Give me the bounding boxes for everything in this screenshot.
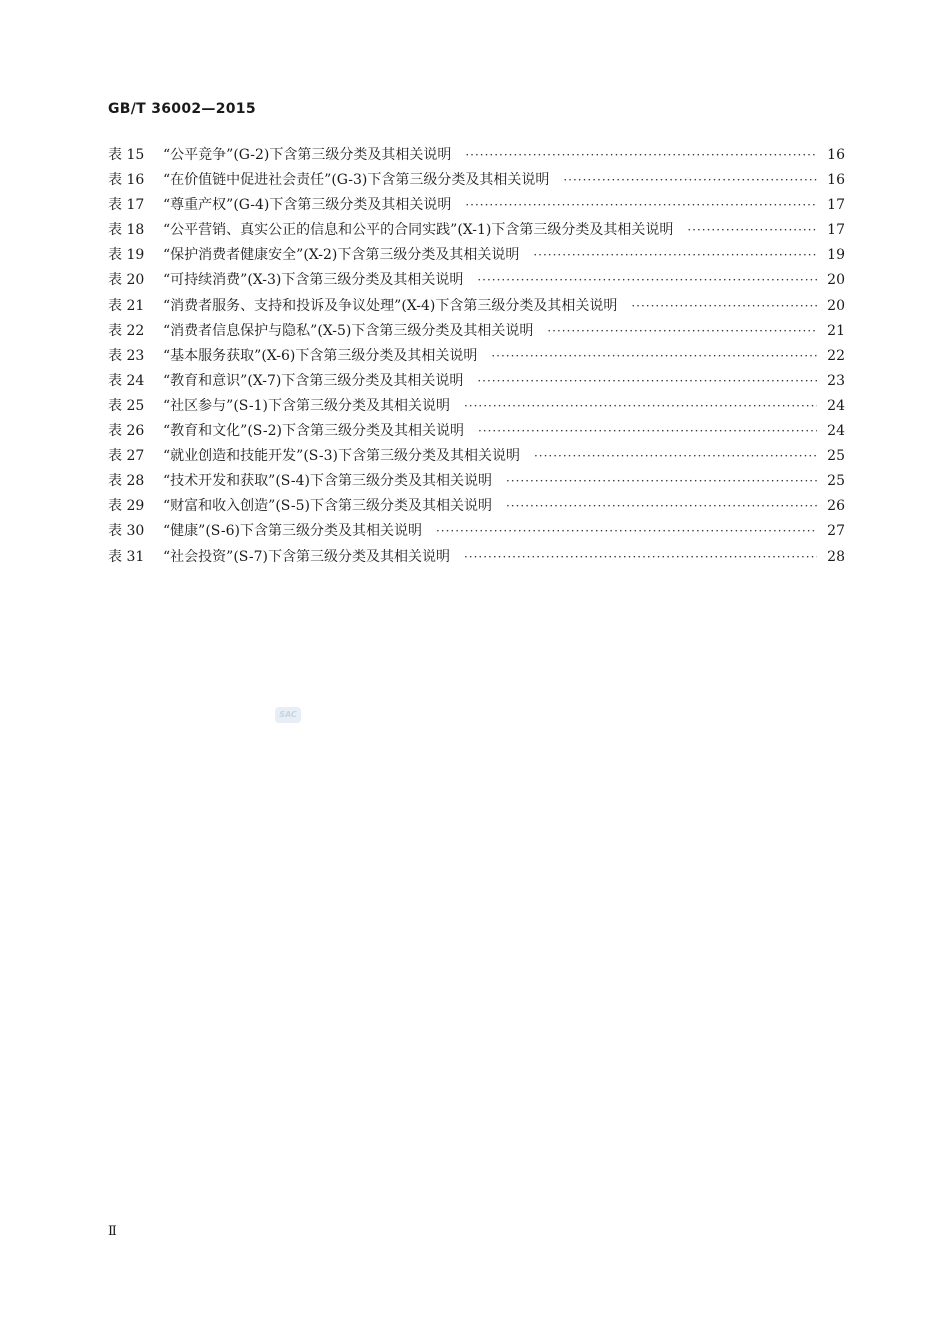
toc-entry-title: “消费者服务、支持和投诉及争议处理”(X-4)下含第三级分类及其相关说明 <box>163 297 618 314</box>
toc-entry-number: 表 27 <box>108 448 145 465</box>
toc-entry-number: 表 26 <box>108 423 145 440</box>
toc-entry-page: 25 <box>827 473 845 490</box>
toc-dot-leader <box>436 519 817 544</box>
toc-entry-number: 表 24 <box>108 372 145 389</box>
toc-entry-page: 16 <box>827 147 845 163</box>
sac-watermark-logo: SAC <box>275 707 301 723</box>
toc-dot-leader <box>631 294 817 319</box>
toc-entry[interactable] <box>108 218 845 243</box>
toc-entry-title: “教育和意识”(X-7)下含第三级分类及其相关说明 <box>163 372 464 389</box>
toc-entry-page: 28 <box>827 548 845 565</box>
toc-entry[interactable] <box>108 344 845 369</box>
toc-entry-number: 表 25 <box>108 397 145 414</box>
toc-entry-number: 表 18 <box>108 222 145 239</box>
toc-dot-leader <box>477 268 817 293</box>
toc-dot-leader <box>547 319 817 344</box>
toc-entry-title: “基本服务获取”(X-6)下含第三级分类及其相关说明 <box>163 347 478 364</box>
toc-entry-number: 表 19 <box>108 247 145 264</box>
toc-entry-number: 表 31 <box>108 548 145 565</box>
toc-entry[interactable] <box>108 444 845 469</box>
toc-dot-leader <box>464 545 817 570</box>
toc-entry[interactable] <box>108 143 845 168</box>
table-of-contents <box>108 143 845 570</box>
toc-entry-title: “财富和收入创造”(S-5)下含第三级分类及其相关说明 <box>163 498 492 515</box>
toc-entry-title: “公平营销、真实公正的信息和公平的合同实践”(X-1)下含第三级分类及其相关说明 <box>163 222 674 239</box>
toc-entry-number: 表 21 <box>108 297 145 314</box>
toc-dot-leader <box>533 243 817 268</box>
toc-entry[interactable] <box>108 469 845 494</box>
toc-entry-title: “在价值链中促进社会责任”(G-3)下含第三级分类及其相关说明 <box>163 172 550 189</box>
toc-dot-leader <box>478 419 817 444</box>
toc-entry[interactable] <box>108 369 845 394</box>
toc-entry-page: 22 <box>827 347 845 364</box>
toc-entry[interactable] <box>108 294 845 319</box>
toc-entry-title: “尊重产权”(G-4)下含第三级分类及其相关说明 <box>163 197 452 214</box>
toc-entry[interactable] <box>108 519 845 544</box>
toc-dot-leader <box>506 469 817 494</box>
toc-entry[interactable] <box>108 168 845 193</box>
toc-entry-title: “可持续消费”(X-3)下含第三级分类及其相关说明 <box>163 272 464 289</box>
toc-entry-title: “社区参与”(S-1)下含第三级分类及其相关说明 <box>163 397 450 414</box>
toc-entry-title: “教育和文化”(S-2)下含第三级分类及其相关说明 <box>163 423 464 440</box>
toc-entry[interactable] <box>108 545 845 570</box>
toc-entry[interactable] <box>108 268 845 293</box>
standard-number: GB/T 36002—2015 <box>108 101 256 117</box>
toc-entry-page: 24 <box>827 423 845 440</box>
toc-dot-leader <box>687 218 817 243</box>
toc-entry-page: 24 <box>827 397 845 414</box>
toc-dot-leader <box>491 344 817 369</box>
toc-dot-leader <box>534 444 817 469</box>
toc-entry-number: 表 20 <box>108 272 145 289</box>
toc-entry-page: 17 <box>827 222 845 239</box>
toc-entry[interactable] <box>108 494 845 519</box>
toc-entry-page: 21 <box>827 322 845 339</box>
toc-dot-leader <box>465 193 817 218</box>
toc-entry-number: 表 23 <box>108 347 145 364</box>
toc-entry-title: “保护消费者健康安全”(X-2)下含第三级分类及其相关说明 <box>163 247 520 264</box>
toc-entry-page: 17 <box>827 197 845 214</box>
toc-entry-title: “社会投资”(S-7)下含第三级分类及其相关说明 <box>163 548 450 565</box>
toc-entry-title: “健康”(S-6)下含第三级分类及其相关说明 <box>163 523 422 540</box>
toc-entry[interactable] <box>108 193 845 218</box>
toc-entry[interactable] <box>108 394 845 419</box>
toc-dot-leader <box>477 369 817 394</box>
toc-entry-title: “公平竞争”(G-2)下含第三级分类及其相关说明 <box>163 147 452 163</box>
toc-entry[interactable] <box>108 319 845 344</box>
toc-entry-number: 表 17 <box>108 197 145 214</box>
toc-entry-number: 表 28 <box>108 473 145 490</box>
toc-entry[interactable] <box>108 419 845 444</box>
toc-entry-page: 23 <box>827 372 845 389</box>
toc-entry-title: “技术开发和获取”(S-4)下含第三级分类及其相关说明 <box>163 473 492 490</box>
toc-entry-page: 20 <box>827 297 845 314</box>
page-number: Ⅱ <box>108 1224 117 1239</box>
toc-dot-leader <box>465 143 817 168</box>
toc-entry-page: 19 <box>827 247 845 264</box>
toc-dot-leader <box>563 168 817 193</box>
toc-dot-leader <box>464 394 817 419</box>
toc-entry[interactable] <box>108 243 845 268</box>
toc-entry-number: 表 15 <box>108 147 145 163</box>
toc-entry-number: 表 29 <box>108 498 145 515</box>
toc-entry-page: 26 <box>827 498 845 515</box>
toc-entry-number: 表 30 <box>108 523 145 540</box>
toc-entry-page: 27 <box>827 523 845 540</box>
toc-entry-number: 表 16 <box>108 172 145 189</box>
toc-entry-title: “消费者信息保护与隐私”(X-5)下含第三级分类及其相关说明 <box>163 322 534 339</box>
toc-entry-number: 表 22 <box>108 322 145 339</box>
toc-entry-title: “就业创造和技能开发”(S-3)下含第三级分类及其相关说明 <box>163 448 520 465</box>
toc-entry-page: 16 <box>827 172 845 189</box>
toc-entry-page: 25 <box>827 448 845 465</box>
toc-dot-leader <box>506 494 817 519</box>
toc-entry-page: 20 <box>827 272 845 289</box>
